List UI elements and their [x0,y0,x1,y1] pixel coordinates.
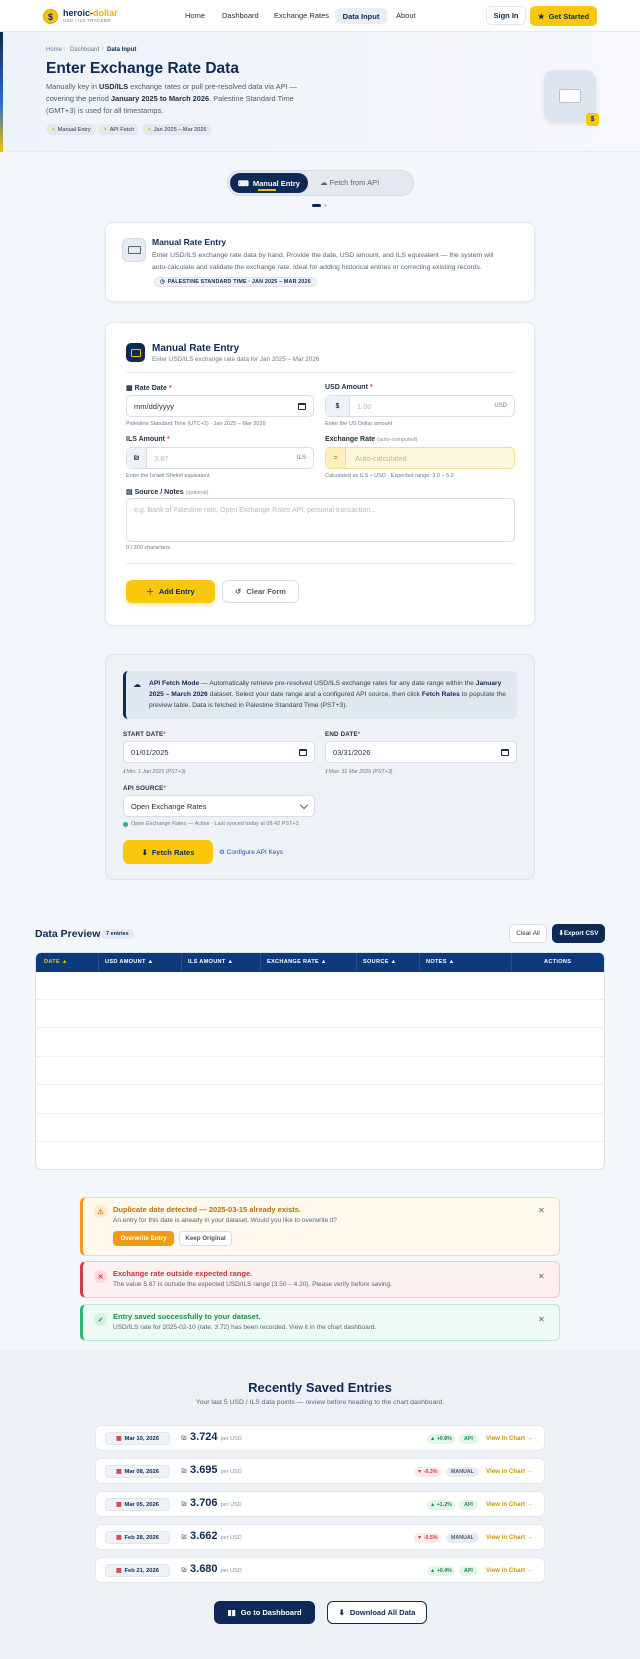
calendar-icon: ▦ [116,1534,122,1541]
chip-label: Manual Entry [57,126,91,133]
page-description [46,81,316,117]
end-date-label [325,731,360,738]
entry-date-badge [105,1498,170,1511]
change-badge: ▲ +0.4% [427,1566,455,1576]
entry-rate [181,1497,242,1509]
shekel-icon: ₪ [181,1468,187,1475]
api-source-label-text: API SOURCE [123,785,164,792]
column-divider [98,953,99,972]
api-note-text: to populate the preview table. Data is fetched in Palestine Standard Time (PST+3). [149,691,506,709]
shekel-icon: ₪ [181,1534,187,1541]
table-row[interactable] [36,1029,605,1057]
column-label: EXCHANGE RATE [267,959,319,965]
notes-textarea[interactable]: e.g. Bank of Palestine rate, Open Exchange Rates API, personal transaction... [126,498,515,542]
usd-amount-label [325,384,373,391]
entry-date-badge [105,1432,170,1445]
breadcrumb-separator: / [102,47,104,53]
sparkle-icon: ✦ [51,126,56,133]
cloud-icon: ☁ [320,178,328,187]
source-badge: MANUAL [446,1467,479,1477]
toggle-active-indicator [258,189,276,191]
calendar-icon: ▦ [126,385,133,392]
rate-date-value: mm/dd/yyyy [134,401,175,411]
sort-icon: ▲ [448,959,455,965]
sort-icon: ▲ [147,959,154,965]
start-date-input[interactable] [123,741,315,763]
breadcrumb-dashboard[interactable]: Dashboard [70,47,100,53]
rate-placeholder: Auto-calculated [355,453,407,463]
calendar-icon: ▦ [116,1435,122,1442]
calendar-icon: ▦ [116,1468,122,1475]
start-date-value: 01/01/2025 [131,747,169,757]
column-label: NOTES [426,959,447,965]
usd-amount-input[interactable] [325,395,515,417]
api-source-value: Open Exchange Rates [131,801,207,811]
rate-date-label-text: Rate Date [134,385,167,392]
nav-link-data-input[interactable]: Data Input [335,8,387,24]
chip-label: Jan 2025 – Mar 2026 [153,126,207,133]
entry-rate [181,1431,242,1443]
chip-period [142,124,212,135]
timezone-chip [154,277,317,287]
desc-text: Manually key in [46,82,99,91]
ils-amount-label [126,436,170,443]
shekel-icon: ₪ [181,1501,187,1508]
source-badge: API [459,1500,478,1510]
desc-text: . Palestine Standard Time (GMT+3) is used for all timestamps. [46,94,294,115]
table-row[interactable] [36,972,605,1000]
notes-label-text: Source / Notes [134,489,184,496]
entry-rate-value: 3.724 [190,1431,218,1443]
change-badge: ▲ +1.2% [427,1500,455,1510]
nav-link-home[interactable]: Home [185,11,206,20]
clear-form-button[interactable] [222,580,299,603]
document-icon: ▤ [126,489,133,496]
entry-date: Mar 10, 2026 [124,1435,159,1442]
rate-range-error-alert [80,1261,560,1298]
timezone-chip-label: PALESTINE STANDARD TIME · JAN 2025 – MAR 2026 [167,279,311,285]
form-icon [126,343,145,362]
entry-date: Feb 21, 2026 [124,1567,159,1574]
entry-rate-value: 3.662 [190,1530,218,1542]
sort-icon: ▲ [227,959,234,965]
calendar-icon: ▦ [116,1501,122,1508]
fetch-rates-button[interactable] [123,840,213,864]
go-to-dashboard-button[interactable] [214,1601,315,1624]
notes-char-count: 0 / 300 characters [126,545,171,551]
change-badge: ▲ +0.8% [427,1434,455,1444]
sparkle-icon: ✦ [147,126,152,133]
nav-link-exchange-rates[interactable]: Exchange Rates [274,11,330,20]
change-badge: ▼ -0.5% [414,1533,441,1543]
api-note-bold: January 2025 – March 2026 [149,680,502,698]
cloud-icon: ☁ [133,680,141,689]
overwrite-entry-button[interactable]: Overwrite Entry [113,1231,174,1246]
column-label: SOURCE [363,959,389,965]
add-entry-button[interactable] [126,580,215,603]
column-divider [181,953,182,972]
shekel-icon: ₪ [181,1567,187,1574]
start-date-label [123,731,166,738]
entry-rate [181,1464,242,1476]
column-header-usd-amount[interactable] [105,959,153,965]
source-badge: API [459,1434,478,1444]
column-header-source[interactable] [363,959,396,965]
notes-label [126,488,208,496]
warning-icon: ⚠ [94,1205,107,1218]
recent-entry-row [95,1491,545,1517]
start-date-label-text: START DATE [123,731,164,738]
calendar-picker-icon[interactable] [299,749,307,756]
entry-date: Feb 28, 2026 [124,1534,159,1541]
view-in-chart-link[interactable]: View in Chart → [486,1468,533,1475]
chip-manual-entry [46,124,96,135]
add-entry-label: Add Entry [158,587,195,596]
recent-entries-title: Recently Saved Entries [248,1380,392,1395]
download-icon: ⬇ [338,1608,345,1617]
clear-all-button[interactable]: Clear All [509,924,547,943]
desc-bold: January 2025 to March 2026 [110,94,210,103]
plus-icon: ＋ [146,587,154,596]
entry-date-badge [105,1465,170,1478]
end-date-hint [325,769,393,775]
recent-entry-row [95,1458,545,1484]
ils-placeholder: 3.87 [154,453,169,463]
api-source-label [123,785,166,792]
info-title: Manual Rate Entry [152,237,227,247]
success-alert-text: USD/ILS rate for 2025-02-10 (rate: 3.72) has been recorded. View it in the chart dashboard. [113,1324,377,1331]
gear-icon: ⚙ [219,849,225,856]
keyboard-icon [122,238,146,262]
bar-chart-icon: ▮▮ [227,1608,236,1617]
per-usd-label: per USD [220,1535,242,1541]
pager-dot[interactable] [324,204,327,207]
view-in-chart-link[interactable]: View in Chart → [486,1534,533,1541]
column-divider [260,953,261,972]
column-divider [511,953,512,972]
entry-rate [181,1530,242,1542]
ils-suffix: ILS [296,455,306,461]
nav-link-dashboard[interactable]: Dashboard [222,11,259,20]
api-note-text: dataset. Select your date range and a configured API source, then click [207,691,422,698]
keyboard-icon: ⌨ [238,178,249,188]
recent-entry-row [95,1557,545,1583]
info-icon: ℹ [123,769,126,775]
change-badge: ▼ -0.3% [414,1467,441,1477]
status-dot-icon [123,822,128,827]
entry-rate [181,1563,242,1575]
end-date-input[interactable] [325,741,517,763]
calendar-picker-icon[interactable] [501,749,509,756]
desc-bold: USD/ILS [99,82,129,91]
chip-api-fetch [98,124,139,135]
close-icon[interactable]: ✕ [538,1315,545,1324]
get-started-button[interactable] [530,6,597,26]
required-marker: * [166,436,170,443]
star-icon: ★ [537,11,545,21]
view-in-chart-link[interactable]: View in Chart → [486,1501,533,1508]
form-subtitle: Enter USD/ILS exchange rate data for Jan 2025 – Mar 2026 [152,356,320,363]
required-marker: * [369,384,373,391]
entry-date: Mar 08, 2026 [124,1468,159,1475]
calendar-icon: ▦ [116,1567,122,1574]
data-preview-table [35,952,605,1170]
toggle-api-label: Fetch from API [329,178,380,187]
table-row[interactable] [36,1114,605,1142]
api-source-select[interactable] [123,795,315,817]
dollar-icon: $ [326,396,350,416]
rate-date-label [126,384,172,392]
calendar-picker-icon[interactable] [298,403,306,410]
go-to-dashboard-label: Go to Dashboard [240,1608,302,1617]
ils-hint: Enter the Israeli Shekel equivalent [126,473,210,479]
nav-link-about[interactable]: About [396,11,416,20]
recent-entry-row [95,1524,545,1550]
table-row[interactable] [36,1000,605,1028]
info-text: Enter USD/ILS exchange rate data by hand. Provide the date, USD amount, and ILS equivalent — the system will auto-calculate and validate the exchange rate. Ideal for adding historical entries or correcting existing records. [152,252,494,271]
close-icon[interactable]: ✕ [538,1206,545,1215]
brand-name-main: heroic- [63,8,94,18]
ils-label-text: ILS Amount [126,436,166,443]
entry-rate-value: 3.706 [190,1497,218,1509]
dollar-coin-logo-icon: $ [43,9,58,24]
exchange-rate-label [325,436,418,443]
rate-label-text: Exchange Rate [325,436,376,443]
table-row[interactable] [36,1143,605,1170]
divider [126,372,515,373]
view-in-chart-link[interactable]: View in Chart → [486,1435,533,1442]
reset-icon: ↺ [235,587,242,596]
api-mode-text [149,678,509,711]
export-csv-button[interactable] [552,924,605,943]
end-date-hint-text: Max: 31 Mar 2026 (PST+3) [328,769,393,775]
column-label: ILS AMOUNT [188,959,226,965]
download-all-data-label: Download All Data [349,1608,416,1617]
usd-hint: Enter the US Dollar amount [325,421,393,427]
check-icon: ✓ [94,1313,107,1326]
download-icon: ⬇ [558,930,564,937]
download-all-data-button[interactable] [327,1601,427,1624]
sort-icon: ▲ [390,959,397,965]
column-label: USD AMOUNT [105,959,146,965]
start-date-hint-text: Min: 1 Jan 2025 (PST+3) [126,769,186,775]
entry-rate-value: 3.680 [190,1563,218,1575]
info-icon: ℹ [325,769,328,775]
chip-label: API Fetch [109,126,135,133]
pager-dot-active[interactable] [312,204,321,207]
equals-icon: = [326,448,346,468]
ils-amount-input[interactable] [126,447,314,469]
clock-icon: ◷ [160,279,165,285]
sparkle-icon: ✦ [103,126,108,133]
column-header-ils-amount[interactable] [188,959,233,965]
toggle-fetch-api[interactable] [320,178,379,187]
end-date-value: 03/31/2026 [333,747,371,757]
clear-form-label: Clear Form [246,587,286,596]
source-badge: MANUAL [446,1533,479,1543]
fetch-rates-label: Fetch Rates [151,847,195,857]
brand-tagline: USD / ILS TRACKER [63,18,111,23]
recent-entry-row [95,1425,545,1451]
sign-in-button[interactable]: Sign In [486,6,526,25]
breadcrumb-current: Data Input [107,47,137,53]
table-row[interactable] [36,1086,605,1114]
configure-api-keys-label: Configure API Keys [226,849,284,856]
api-note-title: API Fetch Mode [149,680,200,687]
shekel-icon: ₪ [127,448,147,468]
export-csv-label: Export CSV [563,930,599,937]
table-row[interactable] [36,1057,605,1085]
toggle-manual-label: Manual Entry [252,178,300,188]
duplicate-alert-title: Duplicate date detected — 2025-03-15 already exists. [113,1205,302,1214]
close-icon[interactable]: ✕ [538,1272,545,1281]
download-icon: ⬇ [141,847,148,857]
get-started-label: Get Started [548,11,590,21]
error-alert-text: The value 5.87 is outside the expected USD/ILS range (3.50 – 4.20). Please verify before saving. [113,1281,392,1288]
column-header-date[interactable] [44,959,68,965]
end-date-label-text: END DATE [325,731,358,738]
rate-label-note: (auto-computed) [377,437,418,443]
hero-accent-bar [0,32,3,152]
divider [126,563,515,564]
sort-asc-icon: ▲ [61,959,68,965]
required-marker: * [163,731,166,738]
usd-label-text: USD Amount [325,384,368,391]
breadcrumb-home[interactable]: Home [46,47,63,53]
column-label: DATE [44,959,61,965]
usd-suffix: USD [494,403,507,409]
required-marker: * [163,785,167,792]
entry-date-badge [105,1531,170,1544]
keep-original-button[interactable]: Keep Original [179,1231,232,1246]
entry-date-badge [105,1564,170,1577]
recent-entries-subtitle: Your last 5 USD / ILS data points — review before heading to the chart dashboard. [195,1399,445,1406]
per-usd-label: per USD [220,1568,242,1574]
rate-date-hint: Palestine Standard Time (UTC+2) · Jan 2025 – Mar 2026 [126,421,266,427]
exchange-rate-output [325,447,515,469]
success-alert-title: Entry saved successfully to your dataset. [113,1312,261,1321]
desc-text: exchange rates or pull pre-resolved data via API — covering the period [46,82,298,103]
usd-placeholder: 1.00 [357,401,372,411]
view-in-chart-link[interactable]: View in Chart → [486,1567,533,1574]
entry-saved-success-alert [80,1304,560,1341]
form-title: Manual Rate Entry [152,343,240,354]
duplicate-alert-text: An entry for this date is already in your dataset. Would you like to overwrite it? [113,1217,337,1224]
chevron-down-icon [300,801,308,809]
start-date-hint [123,769,186,775]
required-marker: * [357,731,361,738]
brand-name-accent: dollar [93,8,118,18]
entries-count-badge: 7 entries [101,929,134,939]
currency-badge-icon: $ [586,113,599,126]
error-icon: ✕ [94,1270,107,1283]
rate-date-input[interactable] [126,395,314,417]
page-title: Enter Exchange Rate Data [46,60,239,77]
column-header-actions: ACTIONS [544,959,572,965]
per-usd-label: per USD [220,1502,242,1508]
entry-rate-value: 3.695 [190,1464,218,1476]
notes-optional: (optional) [185,490,209,496]
per-usd-label: per USD [220,1469,242,1475]
required-marker: * [168,385,172,392]
error-alert-title: Exchange rate outside expected range. [113,1269,253,1278]
api-note-text: — Automatically retrieve pre-resolved USD/ILS exchange rates for any date range within the [199,680,476,687]
api-note-bold: Fetch Rates [421,691,460,698]
source-badge: API [459,1566,478,1576]
column-header-notes[interactable] [426,959,454,965]
shekel-icon: ₪ [181,1435,187,1442]
rate-hint: Calculated as ILS ÷ USD · Expected range: 3.0 – 5.0 [325,473,454,479]
sort-icon: ▲ [320,959,327,965]
api-source-status: Open Exchange Rates — Active · Last synced today at 08:42 PST+3 [131,821,299,827]
column-divider [419,953,420,972]
column-divider [356,953,357,972]
brand-name[interactable] [63,8,118,18]
entry-date: Mar 05, 2026 [124,1501,159,1508]
breadcrumb-separator: / [64,47,66,53]
per-usd-label: per USD [220,1436,242,1442]
column-header-exchange-rate[interactable] [267,959,327,965]
data-preview-title: Data Preview [35,928,101,940]
configure-api-keys-link[interactable] [219,848,283,856]
